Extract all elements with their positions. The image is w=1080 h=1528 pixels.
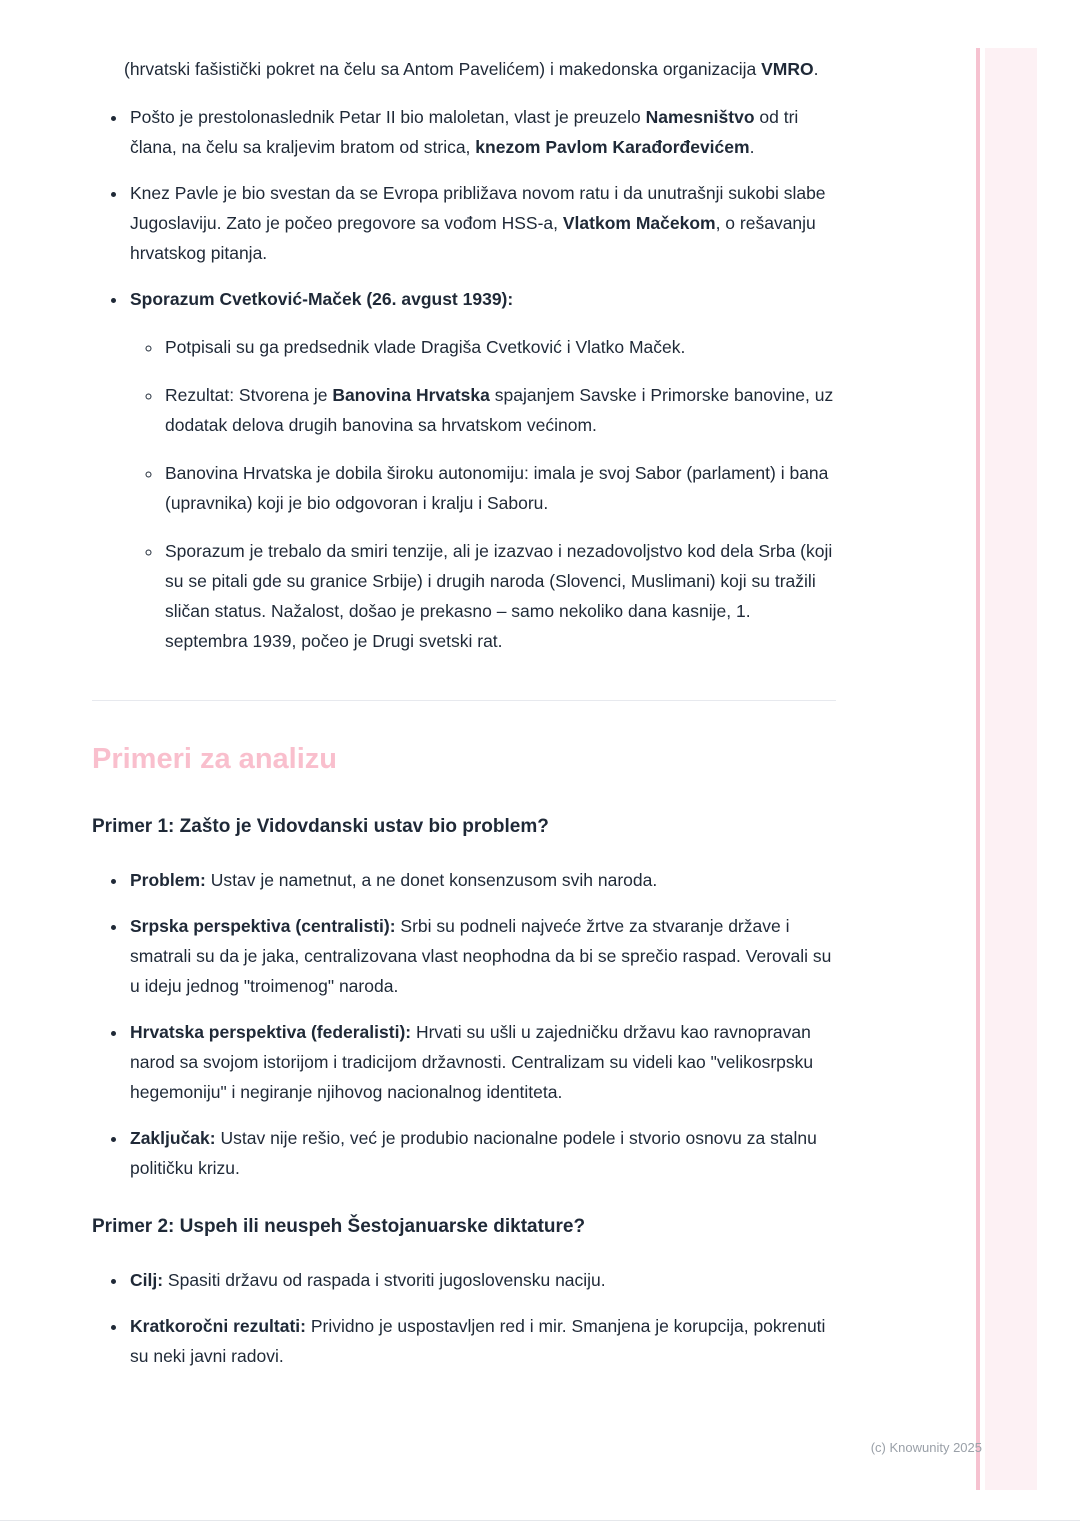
text: Potpisali su ga predsednik vlade Dragiša Cvetković i Vlatko Maček. — [165, 337, 686, 357]
list-item — [128, 1123, 836, 1183]
list-item — [128, 284, 836, 656]
text: . — [813, 59, 819, 79]
text: Banovina Hrvatska je dobila široku autonomiju: imala je svoj Sabor (parlament) i bana (upravnika) koji je bio odgovoran i kralju i Saboru. — [165, 463, 829, 513]
list-item — [128, 178, 836, 268]
bold-text: Banovina Hrvatska — [332, 385, 490, 405]
bold-text: Kratkoročni rezultati: — [130, 1316, 306, 1336]
primer-1-heading: Primer 1: Zašto je Vidovdanski ustav bio problem? — [92, 816, 549, 837]
sub-list — [130, 332, 836, 656]
text: Ustav nije rešio, već je produbio nacionalne podele i stvorio osnovu za stalnu političku krizu. — [130, 1128, 817, 1178]
text: Prividno je uspostavljen red i mir. Smanjena je korupcija, pokrenuti su neki javni radovi. — [130, 1316, 826, 1366]
text: Spasiti državu od raspada i stvoriti jugoslovensku naciju. — [163, 1270, 606, 1290]
bold-text: Namesništvo — [645, 107, 755, 127]
list-item — [128, 1265, 836, 1295]
text: . — [749, 137, 755, 157]
bold-text: Cilj: — [130, 1270, 164, 1290]
text: Ustav je nametnut, a ne donet konsenzusom svih naroda. — [205, 870, 658, 890]
watermark: (c) Knowunity 2025 — [870, 1440, 982, 1455]
bold-text: Srpska perspektiva (centralisti): — [130, 916, 396, 936]
section-heading: Primeri za analizu — [92, 743, 337, 775]
side-accent-line — [976, 48, 980, 1490]
bold-text: VMRO — [761, 59, 814, 79]
list-item — [128, 1017, 836, 1107]
bold-text: Zaključak: — [130, 1128, 216, 1148]
text: Srbi su podneli najveće žrtve za stvaranje države i smatrali su da je jaka, centralizovana vlast neophodna da bi se sprečio raspad. Verovali su u ideju jednog "troimenog" naroda. — [130, 916, 832, 996]
text: Rezultat: Stvorena je — [165, 385, 333, 405]
text: Knez Pavle je bio svestan da se Evropa približava novom ratu i da unutrašnji sukobi slabe Jugoslaviju. Zato je počeo pregovore sa vođom HSS-a, — [130, 183, 826, 233]
sub-list-item — [163, 332, 836, 362]
primer-1-list — [92, 865, 836, 1183]
text: Sporazum je trebalo da smiri tenzije, ali je izazvao i nezadovoljstvo kod dela Srba (koji su se pitali gde su granice Srbije) i drugih naroda (Slovenci, Muslimani) koji su tražili sličan status. Nažalost, došao je prekasno – samo nekoliko dana kasnije, 1. septembra 1939, počeo je Drugi svetski rat. — [165, 541, 833, 651]
text: , o rešavanju hrvatskog pitanja. — [130, 213, 816, 263]
list-item — [128, 102, 836, 162]
text: spajanjem Savske i Primorske banovine, uz dodatak delova drugih banovina sa hrvatskom većinom. — [165, 385, 834, 435]
text: Pošto je prestolonaslednik Petar II bio maloletan, vlast je preuzelo — [130, 107, 646, 127]
intro-paragraph — [124, 54, 836, 84]
bold-text: Hrvatska perspektiva (federalisti): — [130, 1022, 412, 1042]
sub-list-item — [163, 380, 836, 440]
bold-text: Problem: — [130, 870, 206, 890]
page-bottom-divider — [0, 1520, 1080, 1521]
list-item — [128, 1311, 836, 1371]
bold-text: Sporazum Cvetković-Maček (26. avgust 1939): — [130, 289, 514, 309]
side-accent-bar — [985, 48, 1037, 1490]
primer-2-list — [92, 1265, 836, 1371]
text: od tri člana, na čelu sa kraljevim bratom od strica, — [130, 107, 799, 157]
bold-text: Vlatkom Mačekom — [562, 213, 716, 233]
list-item — [128, 911, 836, 1001]
section-divider — [92, 700, 836, 701]
sub-list-item — [163, 536, 836, 656]
sub-list-item — [163, 458, 836, 518]
bullet-list — [92, 102, 836, 656]
list-item — [128, 865, 836, 895]
primer-2-heading: Primer 2: Uspeh ili neuspeh Šestojanuarske diktature? — [92, 1216, 586, 1237]
bold-text: knezom Pavlom Karađorđevićem — [475, 137, 750, 157]
text: Hrvati su ušli u zajedničku državu kao ravnopravan narod sa svojom istorijom i tradicijom državnosti. Centralizam su videli kao "velikosrpsku hegemoniju" i negiranje njihovog nacionalnog identiteta. — [130, 1022, 814, 1102]
text: (hrvatski fašistički pokret na čelu sa Antom Pavelićem) i makedonska organizacija — [124, 59, 762, 79]
content-column — [92, 54, 836, 1387]
